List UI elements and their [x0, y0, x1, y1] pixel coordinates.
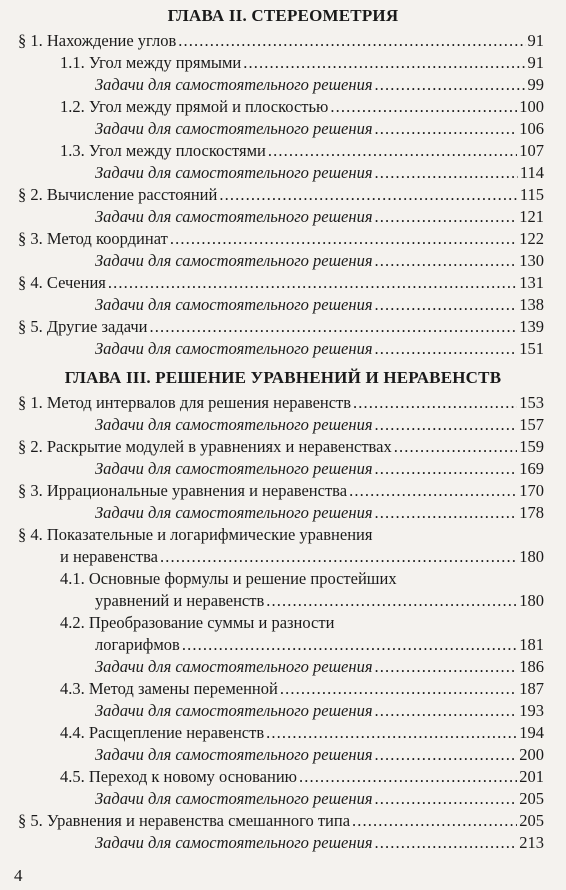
entry-page: 213	[519, 833, 544, 852]
leader-dots	[375, 338, 518, 360]
leader-dots	[268, 140, 517, 162]
entry-title: Задачи для самостоятельного решения	[95, 503, 373, 522]
entry-page: 114	[519, 163, 544, 182]
entry-title: Вычисление расстояний	[46, 185, 218, 204]
leader-dots	[375, 832, 518, 854]
entry-page: 187	[519, 679, 544, 698]
toc-entry-first-line	[18, 524, 372, 546]
entry-page: 194	[519, 723, 544, 742]
entry-title: Сечения	[46, 273, 106, 292]
entry-page: 122	[519, 229, 544, 248]
entry-title: Иррациональные уравнения и неравенства	[46, 481, 348, 500]
toc-entry	[60, 722, 544, 744]
entry-number: § 3.	[18, 229, 43, 248]
chapter-2-heading: ГЛАВА II. СТЕРЕОМЕТРИЯ	[167, 6, 399, 25]
leader-dots	[266, 590, 517, 612]
entry-page: 153	[519, 393, 544, 412]
entry-page: 180	[519, 547, 544, 566]
entry-title: Переход к новому основанию	[88, 767, 297, 786]
toc-entry-exercises	[95, 206, 544, 228]
entry-title: Задачи для самостоятельного решения	[95, 75, 373, 94]
leader-dots	[353, 392, 517, 414]
entry-title: Задачи для самостоятельного решения	[95, 163, 373, 182]
entry-number: 1.1.	[60, 53, 85, 72]
toc-entry-continuation	[95, 634, 544, 656]
leader-dots	[108, 272, 517, 294]
entry-title: Задачи для самостоятельного решения	[95, 415, 373, 434]
entry-number: § 1.	[18, 31, 43, 50]
toc-entry-exercises	[95, 338, 544, 360]
entry-title: Задачи для самостоятельного решения	[95, 295, 373, 314]
toc-entry-exercises	[95, 744, 544, 766]
entry-page: 121	[519, 207, 544, 226]
entry-page: 201	[519, 767, 544, 786]
entry-title: Задачи для самостоятельного решения	[95, 701, 373, 720]
entry-title: Показательные и логарифмические уравнения	[46, 525, 373, 544]
entry-number: § 5.	[18, 317, 43, 336]
entry-page: 205	[519, 811, 544, 830]
entry-title: Задачи для самостоятельного решения	[95, 833, 373, 852]
toc-entry	[18, 272, 544, 294]
entry-page: 186	[519, 657, 544, 676]
leader-dots	[375, 700, 518, 722]
toc-entry-first-line	[60, 568, 397, 590]
toc-entry-continuation	[60, 546, 544, 568]
toc-entry-exercises	[95, 250, 544, 272]
leader-dots	[330, 96, 517, 118]
entry-title-continued: и неравенства	[60, 547, 158, 566]
entry-page: 151	[519, 339, 544, 358]
entry-title: Задачи для самостоятельного решения	[95, 657, 373, 676]
toc-entry-exercises	[95, 414, 544, 436]
toc-entry	[18, 184, 544, 206]
leader-dots	[375, 74, 526, 96]
entry-title: Угол между прямыми	[88, 53, 242, 72]
toc-entry	[60, 678, 544, 700]
entry-number: 1.2.	[60, 97, 85, 116]
toc-entry-exercises	[95, 162, 544, 184]
entry-number: 4.2.	[60, 613, 85, 632]
entry-page: 99	[527, 75, 544, 94]
entry-page: 169	[519, 459, 544, 478]
leader-dots	[243, 52, 525, 74]
toc-entry	[18, 30, 544, 52]
entry-page: 170	[519, 481, 544, 500]
entry-page: 131	[519, 273, 544, 292]
leader-dots	[170, 228, 517, 250]
leader-dots	[349, 480, 517, 502]
toc-entry-exercises	[95, 294, 544, 316]
entry-page: 106	[519, 119, 544, 138]
toc-entry	[18, 228, 544, 250]
leader-dots	[280, 678, 517, 700]
entry-number: § 2.	[18, 437, 43, 456]
entry-number: § 4.	[18, 525, 43, 544]
toc-entry	[18, 316, 544, 338]
leader-dots	[375, 250, 518, 272]
entry-title: Другие задачи	[46, 317, 148, 336]
entry-title: Расщепление неравенств	[88, 723, 265, 742]
entry-page: 180	[519, 591, 544, 610]
entry-number: 4.3.	[60, 679, 85, 698]
entry-title: Задачи для самостоятельного решения	[95, 207, 373, 226]
toc-entry-exercises	[95, 788, 544, 810]
leader-dots	[375, 206, 518, 228]
entry-number: § 1.	[18, 393, 43, 412]
entry-number: 4.4.	[60, 723, 85, 742]
entry-title-continued: уравнений и неравенств	[95, 591, 265, 610]
leader-dots	[375, 414, 518, 436]
entry-page: 205	[519, 789, 544, 808]
leader-dots	[375, 118, 518, 140]
leader-dots	[352, 810, 517, 832]
entry-title: Раскрытие модулей в уравнениях и неравенствах	[46, 437, 392, 456]
entry-number: § 5.	[18, 811, 43, 830]
entry-page: 100	[519, 97, 544, 116]
leader-dots	[394, 436, 518, 458]
toc-entry-exercises	[95, 74, 544, 96]
toc-entry	[18, 810, 544, 832]
entry-page: 115	[519, 185, 544, 204]
entry-page: 91	[527, 53, 544, 72]
entry-number: 1.3.	[60, 141, 85, 160]
entry-title: Метод замены переменной	[88, 679, 278, 698]
entry-number: § 2.	[18, 185, 43, 204]
leader-dots	[266, 722, 517, 744]
entry-title: Задачи для самостоятельного решения	[95, 745, 373, 764]
entry-number: 4.1.	[60, 569, 85, 588]
entry-page: 159	[519, 437, 544, 456]
entry-page: 157	[519, 415, 544, 434]
entry-page: 107	[519, 141, 544, 160]
entry-title: Угол между прямой и плоскостью	[88, 97, 329, 116]
toc-entry	[18, 392, 544, 414]
leader-dots	[375, 162, 518, 184]
leader-dots	[219, 184, 518, 206]
toc-entry	[60, 52, 544, 74]
toc-entry	[60, 766, 544, 788]
toc-entry-exercises	[95, 832, 544, 854]
entry-number: § 3.	[18, 481, 43, 500]
entry-title: Метод координат	[46, 229, 168, 248]
page-number: 4	[14, 866, 23, 885]
toc-entry-exercises	[95, 656, 544, 678]
toc-entry	[18, 480, 544, 502]
entry-title: Уравнения и неравенства смешанного типа	[46, 811, 351, 830]
toc-entry-exercises	[95, 700, 544, 722]
entry-title: Преобразование суммы и разности	[88, 613, 335, 632]
toc-entry	[60, 96, 544, 118]
toc-entry-continuation	[95, 590, 544, 612]
toc-entry-first-line	[60, 612, 334, 634]
leader-dots	[375, 294, 518, 316]
leader-dots	[178, 30, 525, 52]
entry-number: 4.5.	[60, 767, 85, 786]
leader-dots	[150, 316, 518, 338]
toc-entry-exercises	[95, 458, 544, 480]
entry-number: § 4.	[18, 273, 43, 292]
entry-page: 200	[519, 745, 544, 764]
toc-entry-exercises	[95, 118, 544, 140]
entry-title: Основные формулы и решение простейших	[88, 569, 397, 588]
toc-entry-exercises	[95, 502, 544, 524]
toc-entry	[60, 140, 544, 162]
entry-title: Задачи для самостоятельного решения	[95, 789, 373, 808]
entry-title-continued: логарифмов	[95, 635, 180, 654]
leader-dots	[375, 788, 518, 810]
entry-title: Нахождение углов	[46, 31, 177, 50]
entry-title: Задачи для самостоятельного решения	[95, 119, 373, 138]
entry-page: 91	[527, 31, 544, 50]
leader-dots	[375, 458, 518, 480]
entry-title: Задачи для самостоятельного решения	[95, 459, 373, 478]
leader-dots	[160, 546, 517, 568]
entry-page: 130	[519, 251, 544, 270]
entry-page: 178	[519, 503, 544, 522]
leader-dots	[375, 656, 518, 678]
entry-title: Метод интервалов для решения неравенств	[46, 393, 352, 412]
leader-dots	[375, 744, 518, 766]
entry-title: Задачи для самостоятельного решения	[95, 251, 373, 270]
leader-dots	[375, 502, 518, 524]
entry-page: 181	[519, 635, 544, 654]
entry-page: 139	[519, 317, 544, 336]
leader-dots	[182, 634, 517, 656]
entry-title: Задачи для самостоятельного решения	[95, 339, 373, 358]
chapter-3-heading: ГЛАВА III. РЕШЕНИЕ УРАВНЕНИЙ И НЕРАВЕНСТВ	[64, 368, 502, 387]
entry-page: 193	[519, 701, 544, 720]
entry-page: 138	[519, 295, 544, 314]
entry-title: Угол между плоскостями	[88, 141, 266, 160]
leader-dots	[299, 766, 517, 788]
toc-entry	[18, 436, 544, 458]
